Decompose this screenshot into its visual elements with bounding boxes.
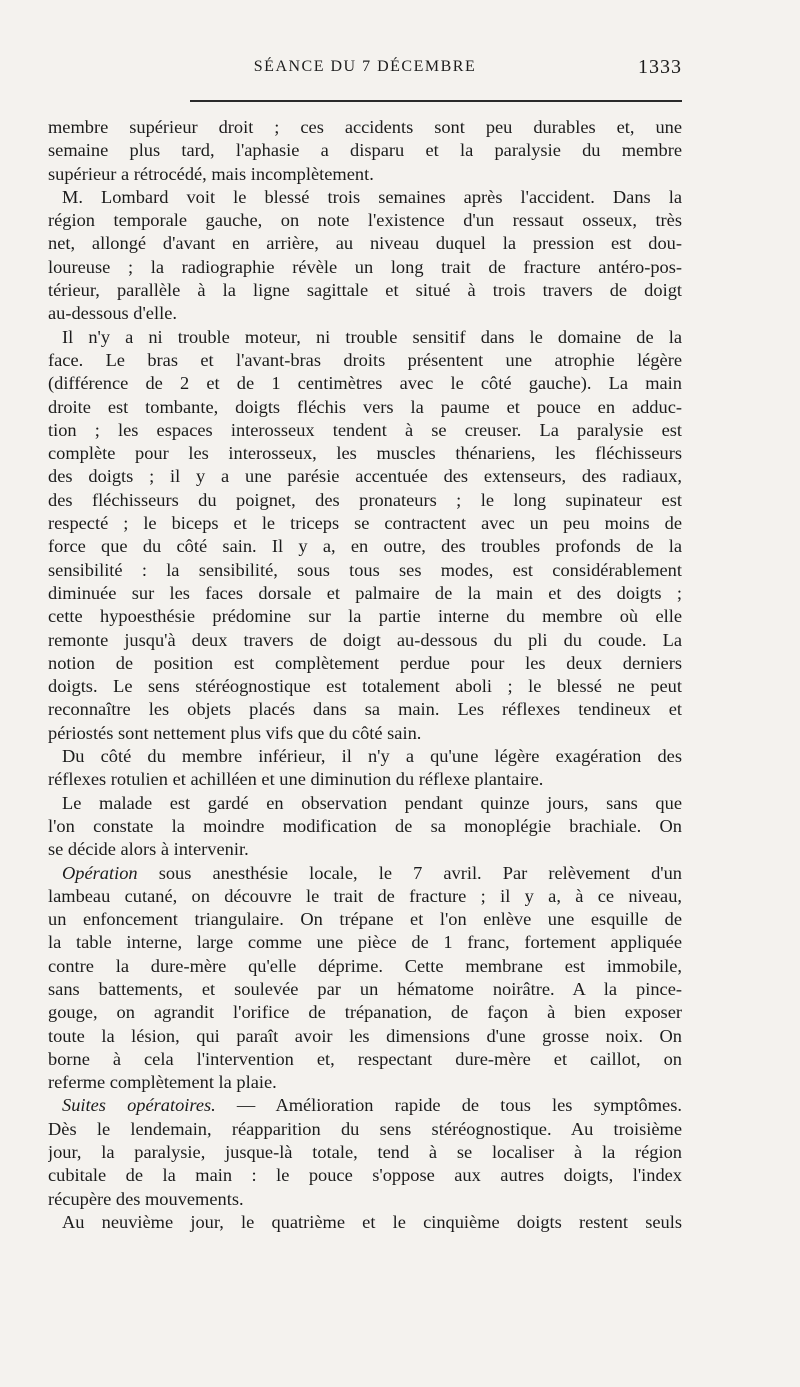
text-line: des fléchisseurs du poignet, des pronateurs ; le long supinateur est: [48, 489, 682, 510]
text-line: contre la dure-mère qu'elle déprime. Cette membrane est immobile,: [48, 955, 682, 976]
text-line: respecté ; le biceps et le triceps se contractent avec un peu moins de: [48, 513, 682, 534]
text-line: Suites opératoires. — Amélioration rapide de tous les symptômes.: [62, 1095, 682, 1116]
text-line: semaine plus tard, l'aphasie a disparu et la paralysie du membre: [48, 140, 682, 161]
text-line: gouge, on agrandit l'orifice de trépanation, de façon à bien exposer: [48, 1002, 682, 1023]
text-line: réflexes rotulien et achilléen et une diminution du réflexe plantaire.: [48, 769, 544, 790]
text-line: diminuée sur les faces dorsale et palmaire de la main et des doigts ;: [48, 582, 682, 603]
text-line: supérieur a rétrocédé, mais incomplètement.: [48, 163, 374, 184]
text-line: térieur, parallèle à la ligne sagittale et situé à trois travers de doigt: [48, 280, 682, 301]
page-number: 1333: [638, 56, 682, 78]
text-line: doigts. Le sens stéréognostique est totalement aboli ; le blessé ne peut: [48, 676, 682, 697]
text-line: des doigts ; il y a une parésie accentuée des extenseurs, des radiaux,: [48, 466, 682, 487]
text-line: sans battements, et soulevée par un hématome noirâtre. A la pince-: [48, 978, 682, 999]
text-line: droite est tombante, doigts fléchis vers la paume et pouce en adduc-: [48, 396, 682, 417]
text-line: toute la lésion, qui paraît avoir les dimensions d'une grosse noix. On: [48, 1025, 682, 1046]
text-line: la table interne, large comme une pièce de 1 franc, fortement appliquée: [48, 932, 682, 953]
text-line: Le malade est gardé en observation pendant quinze jours, sans que: [62, 792, 682, 813]
text-line: notion de position est complètement perdue pour les deux derniers: [48, 652, 682, 673]
text-line: tion ; les espaces interosseux tendent à se creuser. La paralysie est: [48, 419, 682, 440]
text-line: l'on constate la moindre modification de sa monoplégie brachiale. On: [48, 815, 682, 836]
text-line: Il n'y a ni trouble moteur, ni trouble sensitif dans le domaine de la: [62, 326, 682, 347]
text-line: loureuse ; la radiographie révèle un long trait de fracture antéro-pos-: [48, 256, 682, 277]
text-line: force que du côté sain. Il y a, en outre, des troubles profonds de la: [48, 536, 682, 557]
text-line: se décide alors à intervenir.: [48, 839, 249, 860]
text-line: Du côté du membre inférieur, il n'y a qu'une légère exagération des: [62, 746, 682, 767]
text-line: un enfoncement triangulaire. On trépane et l'on enlève une esquille de: [48, 909, 682, 930]
text-line: membre supérieur droit ; ces accidents sont peu durables et, une: [48, 117, 682, 137]
text-line: borne à cela l'intervention et, respectant dure-mère et caillot, on: [48, 1048, 682, 1069]
text-line: sensibilité : la sensibilité, sous tous ses modes, est considérablement: [48, 559, 682, 580]
text-line: région temporale gauche, on note l'existence d'un ressaut osseux, très: [48, 210, 682, 231]
text-line: M. Lombard voit le blessé trois semaines après l'accident. Dans la: [62, 186, 682, 207]
text-line: périostés sont nettement plus vifs que du côté sain.: [48, 722, 422, 743]
text-line: remonte jusqu'à deux travers de doigt au-dessous du pli du coude. La: [48, 629, 682, 650]
text-line: net, allongé d'avant en arrière, au niveau duquel la pression est dou-: [48, 233, 682, 254]
text-line: Opération sous anesthésie locale, le 7 avril. Par relèvement d'un: [62, 862, 682, 883]
text-line: complète pour les interosseux, les muscles thénariens, les fléchisseurs: [48, 443, 682, 464]
text-line: (différence de 2 et de 1 centimètres avec le côté gauche). La main: [48, 373, 682, 394]
text-line: referme complètement la plaie.: [48, 1072, 277, 1093]
text-line: cubitale de la main : le pouce s'oppose aux autres doigts, l'index: [48, 1165, 682, 1186]
text-line: récupère des mouvements.: [48, 1188, 244, 1209]
running-head: [48, 56, 682, 84]
page-header-title: SÉANCE DU 7 DÉCEMBRE: [253, 58, 477, 75]
text-line: Dès le lendemain, réapparition du sens stéréognostique. Au troisième: [48, 1118, 682, 1139]
text-line: face. Le bras et l'avant-bras droits présentent une atrophie légère: [48, 349, 682, 370]
text-line: lambeau cutané, on découvre le trait de fracture ; il y a, à ce niveau,: [48, 885, 682, 906]
text-line: Au neuvième jour, le quatrième et le cinquième doigts restent seuls: [62, 1211, 682, 1232]
text-line: reconnaître les objets placés dans sa main. Les réflexes tendineux et: [48, 699, 682, 720]
text-line: jour, la paralysie, jusque-là totale, tend à se localiser à la région: [48, 1142, 682, 1163]
header-rule: [190, 100, 682, 102]
text-line: cette hypoesthésie prédomine sur la partie interne du membre où elle: [48, 606, 682, 627]
body-text: [48, 116, 682, 1234]
text-line: au-dessous d'elle.: [48, 303, 177, 324]
